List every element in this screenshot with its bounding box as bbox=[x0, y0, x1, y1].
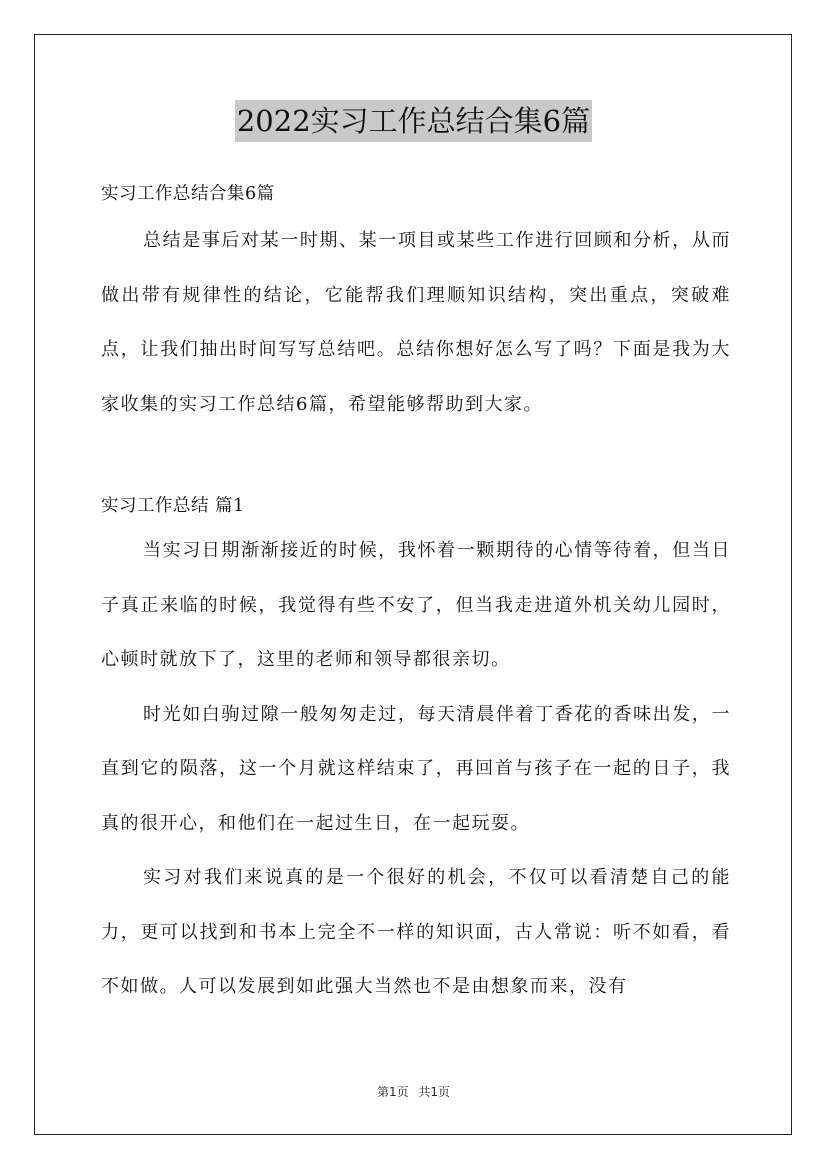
spacer bbox=[101, 432, 731, 488]
document-title: 2022实习工作总结合集6篇 bbox=[235, 100, 592, 142]
document-body bbox=[101, 176, 731, 1015]
intro-paragraph: 总结是事后对某一时期、某一项目或某些工作进行回顾和分析，从而做出带有规律性的结论，它能帮我们理顺知识结构，突出重点，突破难点，让我们抽出时间写写总结吧。总结你想好怎么写了吗？下面是我为大家收集的实习工作总结6篇，希望能够帮助到大家。 bbox=[101, 230, 731, 415]
document-subtitle: 实习工作总结合集6篇 bbox=[101, 184, 275, 204]
page-total: 共1页 bbox=[418, 1085, 451, 1099]
page-number: 第1页 bbox=[376, 1085, 409, 1099]
body-paragraph: 当实习日期渐渐接近的时候，我怀着一颗期待的心情等待着，但当日子真正来临的时候，我觉得有些不安了，但当我走进道外机关幼儿园时，心顿时就放下了，这里的老师和领导都很亲切。 bbox=[101, 540, 731, 670]
title-container bbox=[0, 100, 827, 142]
body-paragraph: 实习对我们来说真的是一个很好的机会，不仅可以看清楚自己的能力，更可以找到和书本上完全不一样的知识面，古人常说：听不如看，看不如做。人可以发展到如此强大当然也不是由想象而来，没有 bbox=[101, 867, 731, 997]
page-footer bbox=[0, 1083, 827, 1100]
body-paragraph: 时光如白驹过隙一般匆匆走过，每天清晨伴着丁香花的香味出发，一直到它的陨落，这一个月就这样结束了，再回首与孩子在一起的日子，我真的很开心，和他们在一起过生日，在一起玩耍。 bbox=[101, 703, 731, 834]
section-heading: 实习工作总结 篇1 bbox=[101, 496, 245, 516]
